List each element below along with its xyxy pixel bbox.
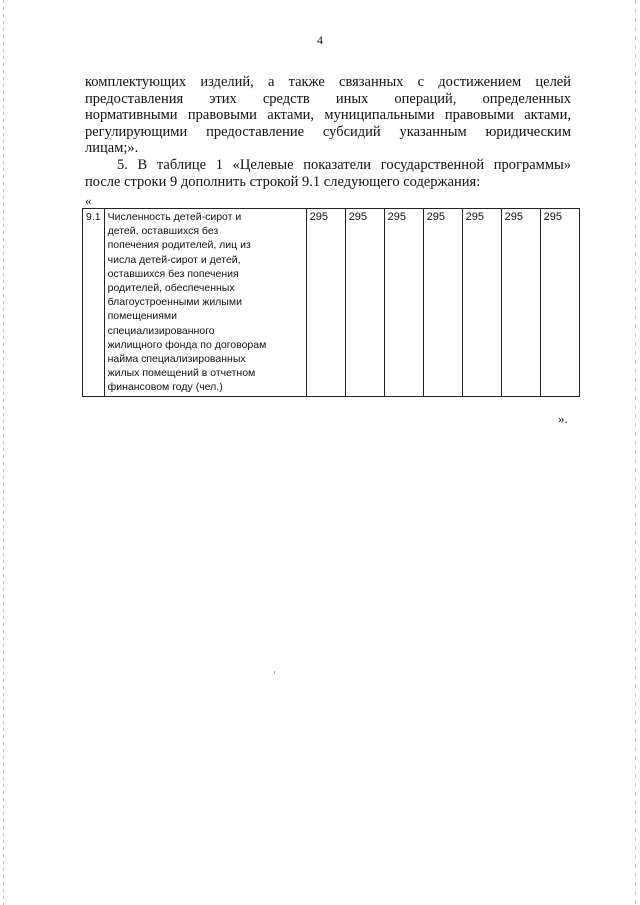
paragraph-subsidy-conditions bbox=[85, 74, 571, 157]
value-cell: 295 bbox=[540, 209, 579, 397]
value-cell: 295 bbox=[345, 209, 384, 397]
value-cell: 295 bbox=[306, 209, 345, 397]
indicator-name-line: Численность детей-сирот и bbox=[107, 211, 242, 223]
opening-quote-mark: « bbox=[85, 193, 92, 208]
paragraph-line: комплектующих изделий, а также связанных с достижением целей bbox=[85, 74, 571, 90]
value-cell: 295 bbox=[462, 209, 501, 397]
indicator-name-line: детей, оставшихся без bbox=[107, 225, 219, 238]
page-number: 4 bbox=[317, 33, 323, 47]
value-cell: 295 bbox=[501, 209, 540, 397]
indicator-name-line: благоустроенными жилыми bbox=[107, 296, 242, 309]
indicator-name-line: жилых помещений в отчетном bbox=[107, 367, 256, 380]
value-cell: 295 bbox=[423, 209, 462, 397]
paragraph-line: регулирующими предоставление субсидий указанным юридическим bbox=[85, 123, 571, 140]
indicator-name-line: специализированного bbox=[107, 324, 215, 337]
scan-speck bbox=[274, 671, 275, 674]
indicator-name-line: помещениями bbox=[107, 310, 177, 323]
indicator-name-line: найма специализированных bbox=[107, 353, 246, 366]
indicator-table bbox=[82, 208, 580, 397]
scan-edge-right bbox=[635, 0, 636, 905]
value-cell: 295 bbox=[384, 209, 423, 397]
indicator-name-line: финансовом году (чел.) bbox=[107, 381, 223, 394]
indicator-name-line: родителей, обеспеченных bbox=[107, 282, 235, 295]
scan-edge-left bbox=[3, 0, 4, 905]
indicator-name-line: попечения родителей, лиц из bbox=[107, 239, 251, 252]
indicator-name-line: оставшихся без попечения bbox=[107, 267, 239, 280]
paragraph-amendment-5 bbox=[85, 157, 571, 190]
paragraph-line: 5. В таблице 1 «Целевые показатели государственной программы» bbox=[117, 157, 571, 173]
closing-quote-mark: ». bbox=[558, 411, 568, 426]
paragraph-line: после строки 9 дополнить строкой 9.1 следующего содержания: bbox=[85, 173, 481, 190]
table-row bbox=[83, 209, 580, 397]
row-number-cell: 9.1 bbox=[83, 209, 105, 397]
indicator-name-cell bbox=[104, 209, 306, 397]
paragraph-line: нормативными правовыми актами, муниципальными правовыми актами, bbox=[85, 107, 571, 124]
paragraph-line: предоставления этих средств иных операций, определенных bbox=[85, 90, 571, 107]
indicator-name-line: жилищного фонда по договорам bbox=[107, 338, 267, 351]
paragraph-line: лицам;». bbox=[85, 140, 139, 157]
indicator-name-line: числа детей-сирот и детей, bbox=[107, 253, 241, 266]
